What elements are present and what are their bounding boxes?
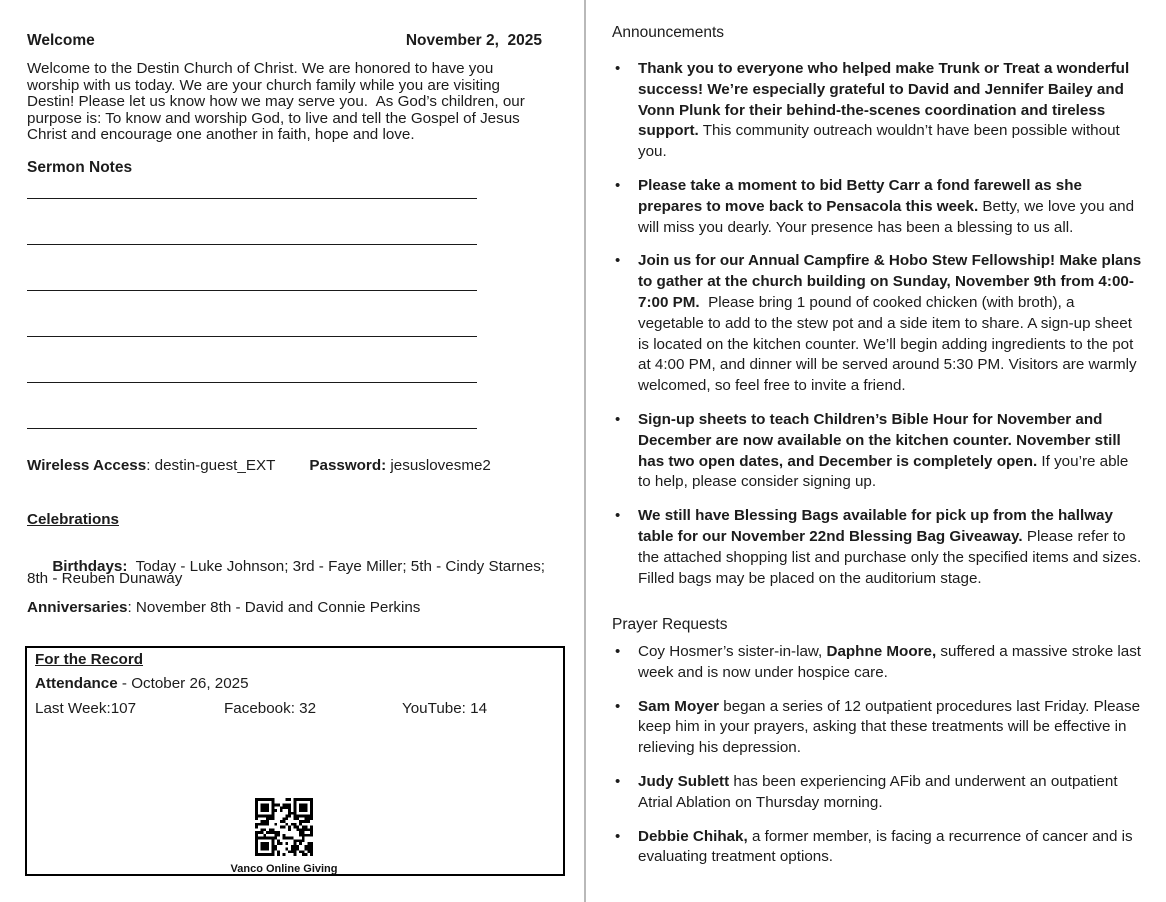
text-run: Sign-up sheets to teach Children’s Bible Hour for November and December are now available on the kitchen counter. November still has two open dates, and December is completely open. <box>638 410 1126 470</box>
prayer-item <box>612 697 1144 759</box>
text-run: We still have Blessing Bags available for pick up from the hallway table for our November 22nd Blessing Bag Giveaway. <box>638 507 1118 545</box>
attendance-stats-row <box>35 700 563 717</box>
text-run: Daphne Moore, <box>826 643 937 660</box>
password-value: jesuslovesme2 <box>386 457 491 474</box>
wireless-access-line <box>27 457 491 474</box>
text-run: If you’re able to help, please consider signing up. <box>638 452 1133 491</box>
prayer-requests-list <box>612 642 1144 881</box>
prayer-item <box>612 642 1144 684</box>
wireless-network-name: : destin-guest_EXT <box>146 457 276 474</box>
password-label: Password: <box>309 457 387 474</box>
bulletin-date: November 2, 2025 <box>405 32 542 49</box>
sermon-notes-lines <box>27 198 477 430</box>
right-panel <box>586 0 1166 902</box>
birthdays-line-2: 8th - Reuben Dunaway <box>27 570 183 587</box>
attendance-label: Attendance <box>35 675 118 692</box>
sermon-note-blank-line <box>27 198 477 199</box>
sermon-note-blank-line <box>27 336 477 337</box>
birthdays-label: Birthdays: <box>52 558 128 575</box>
announcement-item <box>612 410 1144 493</box>
announcement-item <box>612 59 1144 163</box>
announcement-item <box>612 176 1144 238</box>
announcements-title: Announcements <box>612 24 725 41</box>
sermon-note-blank-line <box>27 428 477 429</box>
text-run: Debbie Chihak, <box>638 827 748 845</box>
record-box-title: For the Record <box>35 651 144 668</box>
celebrations-title: Celebrations <box>27 511 119 528</box>
text-run: Please take a moment to bid Betty Carr a fond farewell as she prepares to move back to Pensacola this week. <box>638 176 1087 215</box>
wireless-access-label: Wireless Access <box>27 457 147 474</box>
stat-youtube: YouTube: 14 <box>402 700 488 717</box>
qr-caption: Vanco Online Giving <box>230 863 338 875</box>
welcome-paragraph: Welcome to the Destin Church of Christ. We are honored to have you worship with us today. We are your church family while you are visiting Destin! Please let us know how we may serve you. As God’s children, our purpose is: To know and worship God, to live and tell the Gospel of Jesus Christ and encourage one another in faith, hope and love. <box>27 60 530 144</box>
sermon-note-blank-line <box>27 382 477 383</box>
stat-last-week: Last Week:107 <box>35 700 137 717</box>
stat-facebook: Facebook: 32 <box>224 700 317 717</box>
text-run: Betty, we love you and will miss you dearly. Your presence has been a blessing to us all. <box>638 197 1139 236</box>
attendance-line <box>35 675 563 692</box>
announcement-item <box>612 506 1144 589</box>
text-run: suffered a massive stroke last week and is now under hospice care. <box>638 643 1146 681</box>
text-run: Coy Hosmer’s sister-in-law, <box>638 643 827 660</box>
sermon-note-blank-line <box>27 290 477 291</box>
text-run: Join us for our Annual Campfire & Hobo Stew Fellowship! Make plans to gather at the church building on Sunday, November 9th from 4:00-7:00 PM. <box>638 252 1146 311</box>
welcome-title: Welcome <box>27 32 95 49</box>
text-run: Judy Sublett <box>638 772 730 790</box>
text-run: Thank you to everyone who helped make Trunk or Treat a wonderful success! We’re especially grateful to David and Jennifer Bailey and Vonn Plunk for their behind-the-scenes coordination and tireless support. <box>638 60 1134 140</box>
announcement-item <box>612 251 1144 397</box>
for-the-record-box <box>25 646 565 876</box>
qr-code <box>255 798 313 856</box>
anniversaries-text: : November 8th - David and Connie Perkins <box>127 599 421 616</box>
sermon-notes-title: Sermon Notes <box>27 159 133 176</box>
anniversaries-line <box>27 599 420 616</box>
prayer-item <box>612 827 1144 869</box>
left-header <box>27 32 542 50</box>
announcements-list <box>612 59 1144 602</box>
text-run: Sam Moyer <box>638 697 720 715</box>
text-run: This community outreach wouldn’t have been possible without you. <box>638 122 1124 161</box>
text-run: has been experiencing AFib and underwent an outpatient Atrial Ablation on Thursday morning. <box>638 772 1121 811</box>
text-run: a former member, is facing a recurrence of cancer and is evaluating treatment options. <box>638 827 1137 866</box>
prayer-item <box>612 772 1144 814</box>
online-giving-area <box>219 798 349 875</box>
birthdays-text: Today - Luke Johnson; 3rd - Faye Miller; 5th - Cindy Starnes; <box>127 558 546 575</box>
text-run: began a series of 12 outpatient procedures last Friday. Please keep him in your prayers, asking that these treatments will be effective in relieving his depression. <box>638 697 1145 757</box>
sermon-note-blank-line <box>27 244 477 245</box>
attendance-date: - October 26, 2025 <box>117 675 249 692</box>
prayer-requests-title: Prayer Requests <box>612 616 728 633</box>
anniversaries-label: Anniversaries <box>27 599 128 616</box>
text-run: Please refer to the attached shopping list and purchase only the specified items and sizes. Filled bags may be placed on the auditorium stage. <box>638 527 1146 587</box>
text-run: Please bring 1 pound of cooked chicken (with broth), a vegetable to add to the stew pot and a side item to share. A sign-up sheet is located on the kitchen counter. We’ll begin adding ingredients to the pot at 4:00 PM, and dinner will be served around 5:30 PM. Visitors are warmly welcomed, so feel free to invite a friend. <box>638 293 1141 395</box>
